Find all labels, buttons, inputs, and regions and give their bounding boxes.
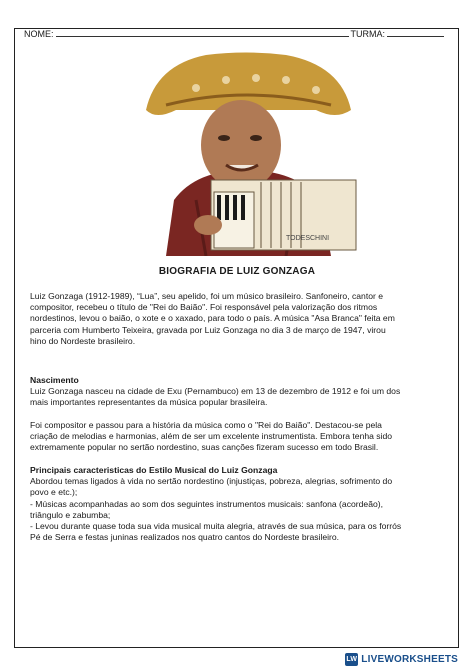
style-line: Abordou temas ligados à vida no sertão nordestino (injustiças, pobreza, alegrias, sofrimento do bbox=[30, 476, 393, 487]
style-section bbox=[30, 465, 450, 543]
career-paragraph bbox=[30, 420, 450, 454]
turma-label: TURMA: bbox=[350, 29, 385, 39]
logo-text: LIVEWORKSHEETS bbox=[361, 654, 458, 665]
intro-line: nordestinos, levou o baião, o xote e o xaxado, para todo o país. A música "Asa Branca" feita em bbox=[30, 313, 395, 324]
style-line: - Músicas acompanhadas ao som dos seguintes instrumentos musicais: sanfona (acordeão), bbox=[30, 498, 383, 509]
nome-label: NOME: bbox=[24, 29, 54, 39]
document-title: BIOGRAFIA DE LUIZ GONZAGA bbox=[158, 266, 316, 277]
name-class-header bbox=[24, 28, 444, 39]
intro-line: hino do Nordeste brasileiro. bbox=[30, 335, 136, 346]
style-line: triângulo e zabumba; bbox=[30, 509, 111, 520]
birth-line: mais importantes representantes da música popular brasileira. bbox=[30, 397, 268, 408]
intro-line: Luiz Gonzaga (1912-1989), “Lua”, seu apelido, foi um músico brasileiro. Sanfoneiro, cantor e bbox=[30, 291, 384, 301]
intro-line: parceria com Humberto Teixeira, gravada por Luiz Gonzaga no dia 3 de março de 1947, virou bbox=[30, 324, 386, 335]
liveworksheets-logo[interactable] bbox=[345, 653, 458, 666]
intro-paragraph bbox=[30, 291, 450, 347]
portrait-photo bbox=[136, 50, 358, 256]
intro-line: compositor, recebeu o título de "Rei do Baião". Foi responsável pela valorização dos ritmos bbox=[30, 302, 378, 313]
career-line: Foi compositor e passou para a história da música como o "Rei do Baião". Destacou-se pela bbox=[30, 420, 382, 430]
career-line: extremamente popular no sertão nordestino, suas canções fizeram sucesso em todo Brasil. bbox=[30, 442, 379, 453]
style-line: - Levou durante quase toda sua vida musical muita alegria, através de sua música, para os forrós bbox=[30, 521, 402, 532]
nome-field[interactable] bbox=[56, 28, 349, 37]
birth-line: Luiz Gonzaga nasceu na cidade de Exu (Pernambuco) em 13 de dezembro de 1912 e foi um dos bbox=[30, 386, 401, 397]
section-heading: Principais caracteristicas do Estilo Musical do Luiz Gonzaga bbox=[30, 465, 278, 475]
accordion-brand: TODESCHINI bbox=[286, 235, 330, 242]
style-line: Pé de Serra e festas juninas realizados nos quatro cantos do Nordeste brasileiro. bbox=[30, 532, 340, 543]
birth-section bbox=[30, 375, 450, 409]
turma-field[interactable] bbox=[387, 28, 444, 37]
career-line: criação de melodias e harmonias, além de ser um excelente instrumentista. Embora tenha sido bbox=[30, 431, 393, 442]
logo-badge: LW bbox=[345, 653, 358, 666]
section-heading: Nascimento bbox=[30, 375, 79, 385]
style-line: povo e etc.); bbox=[30, 487, 78, 498]
